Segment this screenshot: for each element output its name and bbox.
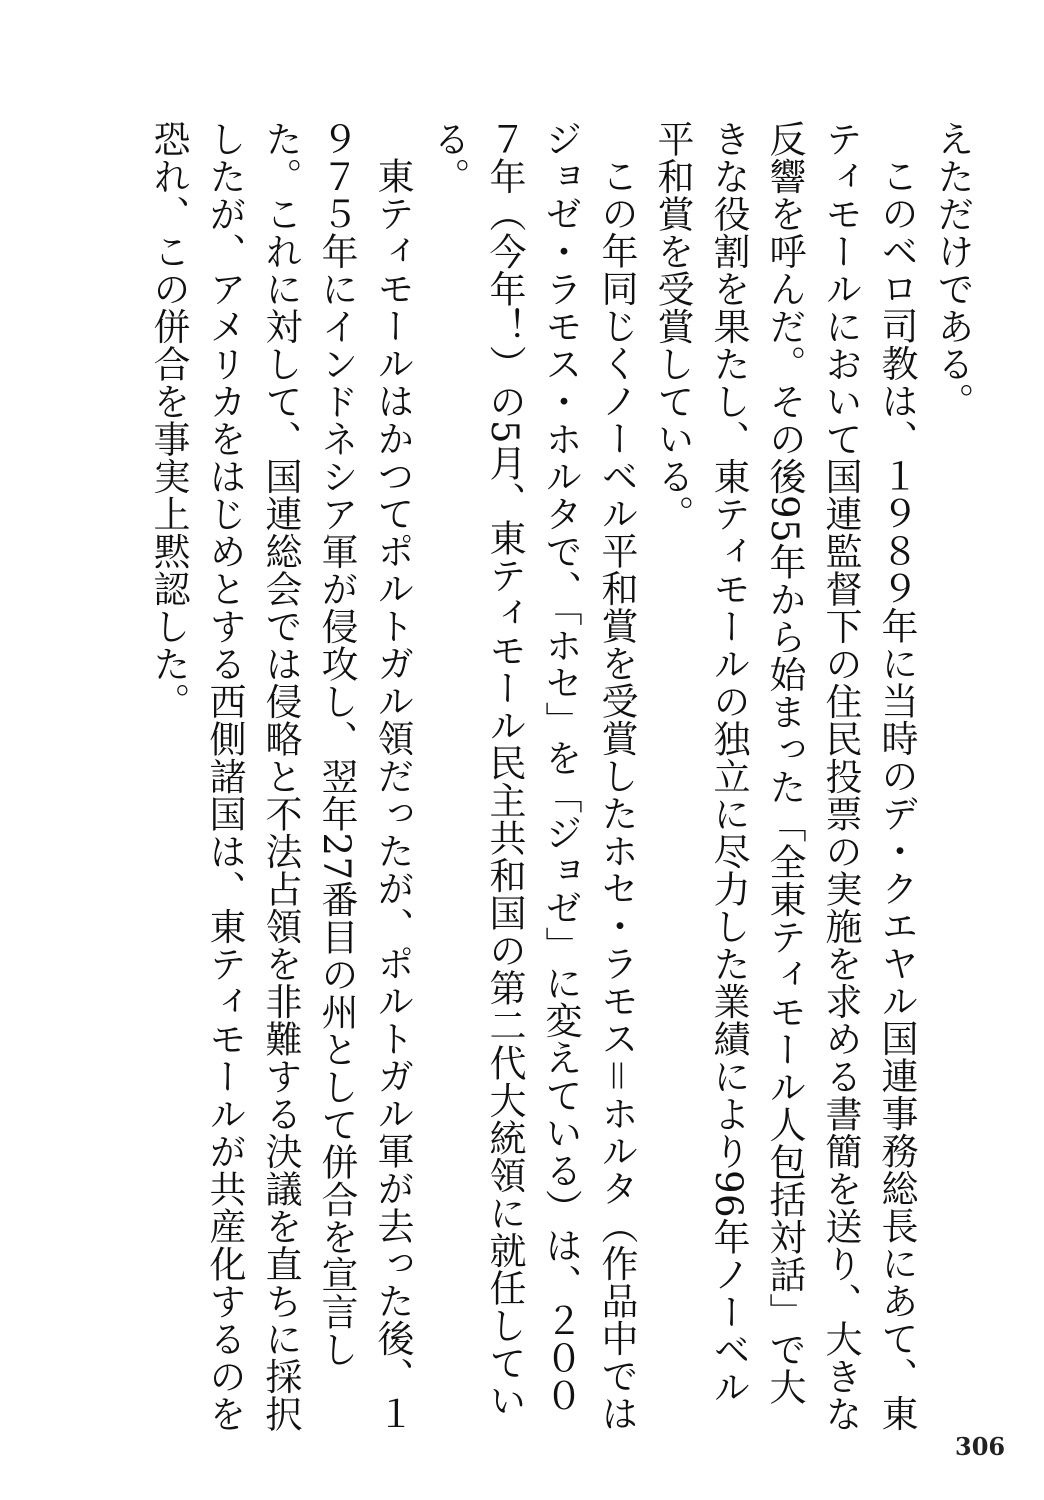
page-number: 306 <box>955 1432 1006 1461</box>
paragraph-4: 東ティモールはかつてポルトガル領だったが、ポルトガル軍が去った後、１９７５年にインドネシア軍が侵攻し、翌年27番目の州として併合を宣言した。これに対して、国連総会では侵略と不法占領を非難する決議を直ちに採択したが、アメリカをはじめとする西側諸国は、東ティモールが共産化するのを恐れ、この併合を事実上黙認した。 <box>147 120 414 1433</box>
body-text <box>120 120 980 1440</box>
paragraph-1: えただけである。 <box>931 120 974 420</box>
paragraph-2: このベロ司教は、１９８９年に当時のデ・クエヤル国連事務総長にあて、東ティモールにおいて国連監督下の住民投票の実施を求める書簡を送り、大きな反響を呼んだ。その後95年から始まった「全東ティモール人包括対話」で大きな役割を果たし、東ティモールの独立に尽力した業績により96年ノーベル平和賞を受賞している。 <box>651 120 918 1433</box>
paragraph-3: この年同じくノーベル平和賞を受賞したホセ・ラモス＝ホルタ（作品中ではジョゼ・ラモス・ホルタで、「ホセ」を「ジョゼ」に変えている）は、２００７年（今年！）の5月、東ティモール民主共和国の第二代大統領に就任している。 <box>427 120 638 1432</box>
